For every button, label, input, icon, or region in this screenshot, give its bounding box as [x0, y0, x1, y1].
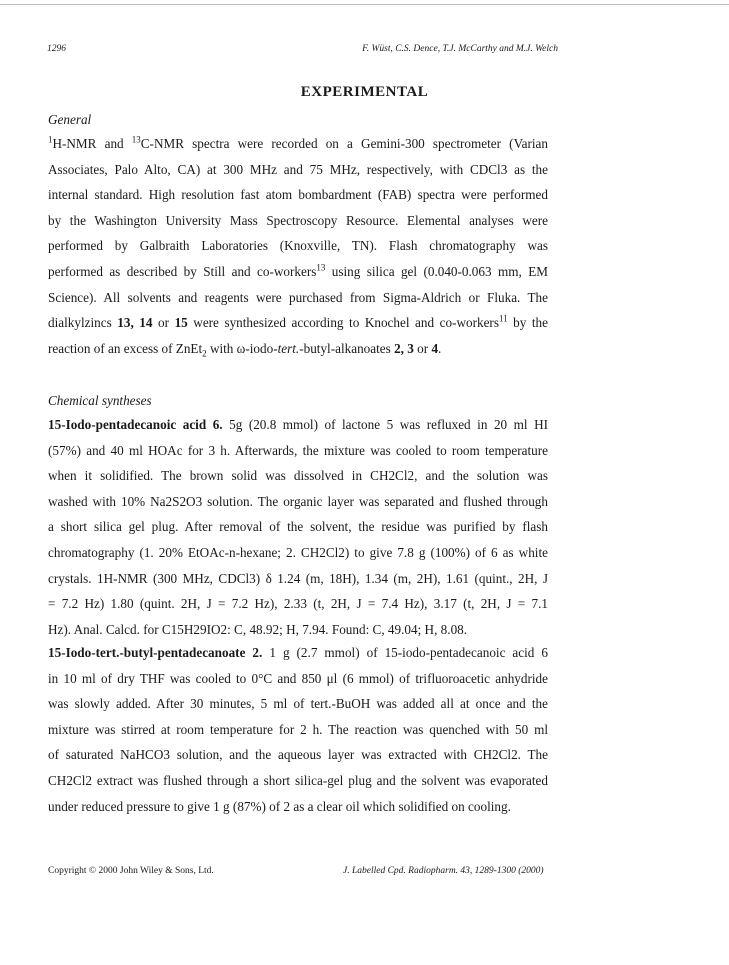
journal-citation: J. Labelled Cpd. Radiopharm. 43, 1289-1300 (2000): [343, 866, 544, 876]
text-line: washed with 10% Na2S2O3 solution. The organic layer was separated and flushed through: [48, 493, 548, 509]
text-line: of saturated NaHCO3 solution, and the aqueous layer was extracted with CH2Cl2. The: [48, 747, 548, 763]
text-line: performed by Galbraith Laboratories (Knoxville, TN). Flash chromatography was: [48, 238, 548, 254]
text-line: by the Washington University Mass Spectroscopy Resource. Elemental analyses were: [48, 212, 548, 228]
text-line: a short silica gel plug. After removal of the solvent, the residue was purified by flash: [48, 519, 548, 535]
text-line: Associates, Palo Alto, CA) at 300 MHz and 75 MHz, respectively, with CDCl3 as the: [48, 161, 548, 177]
running-head: F. Wüst, C.S. Dence, T.J. McCarthy and M.J. Welch: [362, 44, 558, 54]
text-line: crystals. 1H-NMR (300 MHz, CDCl3) δ 1.24 (m, 18H), 1.34 (m, 2H), 1.61 (quint., 2H, J: [48, 570, 548, 586]
copyright-notice: Copyright © 2000 John Wiley & Sons, Ltd.: [48, 866, 214, 876]
text-line: mixture was stirred at room temperature for 2 h. The reaction was quenched with 50 ml: [48, 721, 548, 737]
text-line: internal standard. High resolution fast atom bombardment (FAB) spectra were performed: [48, 187, 548, 203]
text-line: 15-Iodo-pentadecanoic acid 6. 5g (20.8 mmol) of lactone 5 was refluxed in 20 ml HI: [48, 417, 549, 432]
text-line: (57%) and 40 ml HOAc for 3 h. Afterwards, the mixture was cooled to room temperature: [48, 442, 548, 458]
top-rule: [0, 4, 729, 5]
text-line: chromatography (1. 20% EtOAc-n-hexane; 2. CH2Cl2) to give 7.8 g (100%) of 6 as white: [48, 544, 548, 560]
text-line: was slowly added. After 30 minutes, 5 ml of tert.-BuOH was added all at once and the: [48, 696, 548, 712]
page-number: 1296: [47, 44, 66, 54]
text-line: $^1$H-NMR and $^{13}$C-NMR spectra were recorded on a Gemini-300 spectrometer (Varian: [48, 134, 548, 151]
text-line: dialkylzincs 13, 14 or 15 were synthesized according to Knochel and co-workers$^{11}$ by the: [48, 313, 548, 331]
text-line: performed as described by Still and co-workers$^{13}$ using silica gel (0.040-0.063 mm, EM: [48, 262, 548, 279]
section-title: EXPERIMENTAL: [300, 84, 429, 100]
text-line: in 10 ml of dry THF was cooled to 0°C and 850 μl (6 mmol) of trifluoroacetic anhydride: [48, 670, 548, 686]
compound6-paragraph: [48, 412, 548, 642]
compound2-paragraph: [48, 640, 548, 819]
compound2-name: 15-Iodo-tert.-butyl-pentadecanoate 2.: [48, 645, 263, 660]
text-line: Hz). Anal. Calcd. for C15H29IO2: C, 48.92; H, 7.94. Found: C, 49.04; H, 8.08.: [48, 621, 468, 637]
syntheses-heading: Chemical syntheses: [48, 393, 152, 408]
general-paragraph: [48, 131, 548, 361]
text-line: CH2Cl2 extract was flushed through a short silica-gel plug and the solvent was evaporated: [48, 772, 548, 788]
text-line: Science). All solvents and reagents were purchased from Sigma-Aldrich or Fluka. The: [48, 289, 548, 305]
text-line: reaction of an excess of ZnEt$_2$ with ω-iodo-tert.-butyl-alkanoates 2, 3 or 4.: [48, 340, 442, 359]
text-line: when it solidified. The brown solid was dissolved in CH2Cl2, and the solution was: [48, 468, 548, 484]
text-line: = 7.2 Hz) 1.80 (quint. 2H, J = 7.2 Hz), 2.33 (t, 2H, J = 7.4 Hz), 3.17 (t, 2H, J = 7.1: [48, 596, 548, 612]
text-line: under reduced pressure to give 1 g (87%) of 2 as a clear oil which solidified on cooling.: [48, 798, 511, 814]
text-line: 15-Iodo-tert.-butyl-pentadecanoate 2. 1 g (2.7 mmol) of 15-iodo-pentadecanoic acid 6: [48, 645, 549, 660]
compound6-name: 15-Iodo-pentadecanoic acid 6.: [48, 417, 223, 432]
general-heading: General: [48, 112, 92, 127]
